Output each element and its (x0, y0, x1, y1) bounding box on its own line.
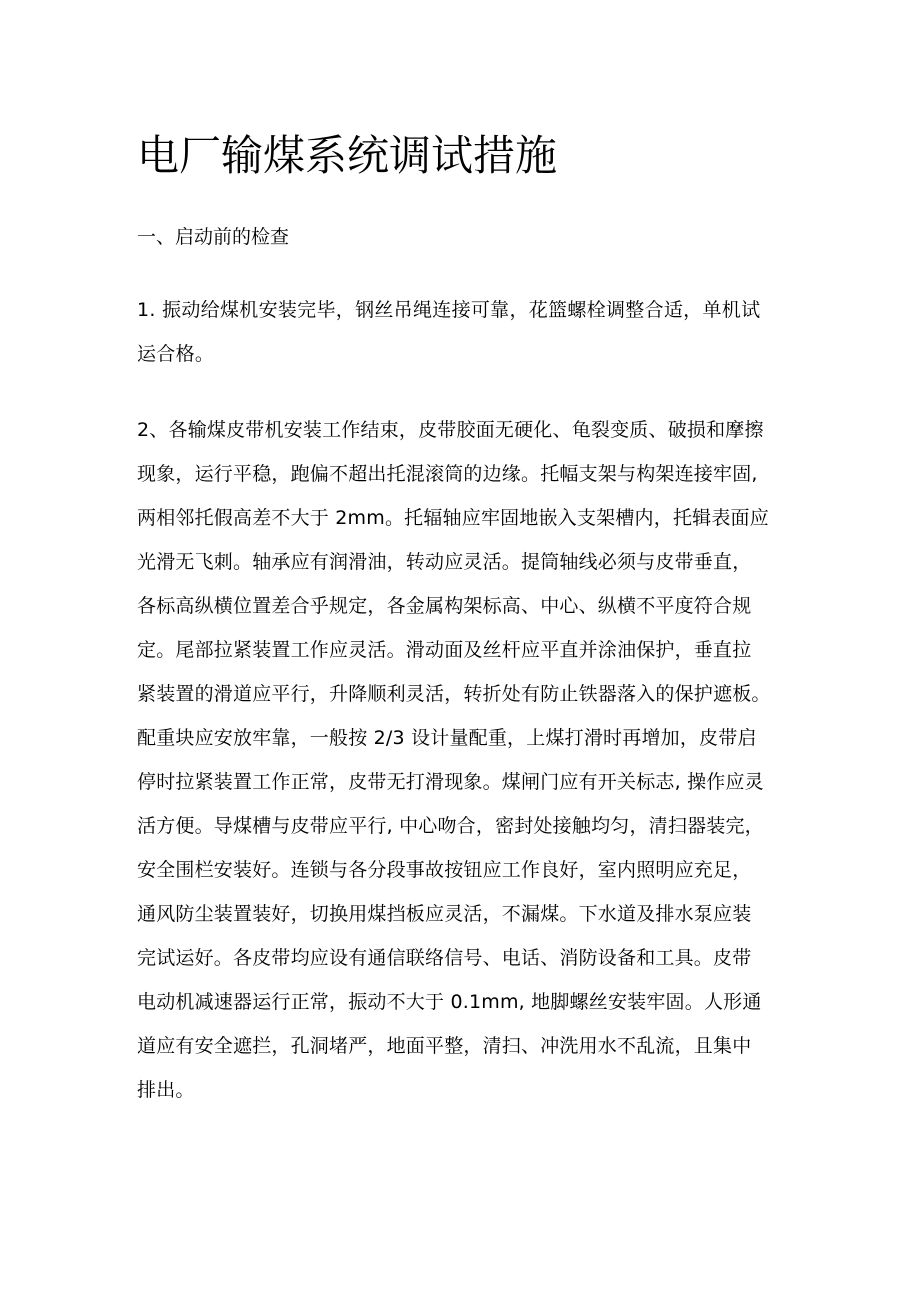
paragraph-line: 2、各输煤皮带机安装工作结束，皮带胶面无硬化、龟裂变质、破损和摩擦 (137, 419, 764, 441)
paragraph-2 (137, 408, 797, 1112)
paragraph-line: 1. 振动给煤机安装完毕，钢丝吊绳连接可靠，花篮螺栓调整合适，单机试 (137, 299, 761, 321)
paragraph-line: 通风防尘装置装好，切换用煤挡板应灵活，不漏煤。下水道及排水泵应装 (137, 903, 752, 925)
paragraph-line: 停时拉紧装置工作正常，皮带无打滑现象。煤闸门应有开关标志, 操作应灵 (137, 771, 764, 793)
paragraph-line: 运合格。 (137, 343, 215, 365)
paragraph-line: 光滑无飞刺。轴承应有润滑油，转动应灵活。提筒轴线必须与皮带垂直， (137, 551, 752, 573)
paragraph-line: 排出。 (137, 1079, 195, 1101)
document-title: 电厂输煤系统调试措施 (137, 131, 558, 180)
paragraph-line: 各标高纵横位置差合乎规定，各金属构架标高、中心、纵横不平度符合规 (137, 595, 752, 617)
paragraph-line: 紧装置的滑道应平行，升降顺利灵活，转折处有防止铁器落入的保护遮板。 (137, 683, 771, 705)
paragraph-line: 安全围栏安装好。连锁与各分段事故按钮应工作良好，室内照明应充足， (137, 859, 752, 881)
section-heading: 一、启动前的检查 (137, 226, 290, 248)
paragraph-line: 配重块应安放牢靠，一般按 2/3 设计量配重，上煤打滑时再增加，皮带启 (137, 727, 757, 749)
paragraph-line: 现象，运行平稳，跑偏不超出托混滚筒的边缘。托幅支架与构架连接牢固, (137, 463, 758, 485)
paragraph-line: 两相邻托假高差不大于 2mm。托辐轴应牢固地嵌入支架槽内，托辑表面应 (137, 507, 769, 529)
paragraph-line: 完试运好。各皮带均应设有通信联络信号、电话、消防设备和工具。皮带 (137, 947, 752, 969)
paragraph-line: 道应有安全遮拦，孔洞堵严，地面平整，清扫、冲洗用水不乱流，且集中 (137, 1035, 752, 1057)
paragraph-line: 定。尾部拉紧装置工作应灵活。滑动面及丝杆应平直并涂油保护，垂直拉 (137, 639, 752, 661)
paragraph-1 (137, 288, 797, 376)
paragraph-line: 电动机减速器运行正常，振动不大于 0.1mm, 地脚螺丝安装牢固。人形通 (137, 991, 762, 1013)
paragraph-line: 活方便。导煤槽与皮带应平行, 中心吻合，密封处接触均匀，清扫器装完， (137, 815, 764, 837)
